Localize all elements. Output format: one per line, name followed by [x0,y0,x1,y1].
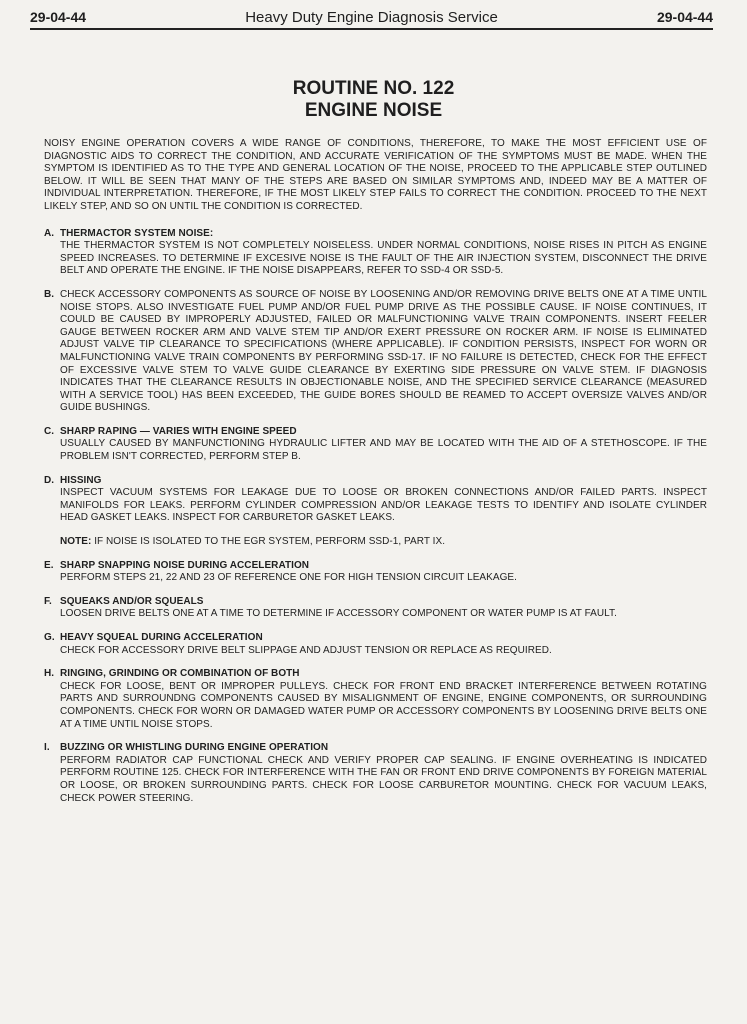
section-letter: H. [44,668,55,680]
header-title: Heavy Duty Engine Diagnosis Service [245,8,498,26]
header-rule [30,28,713,30]
section-e [44,560,707,585]
section-g [44,632,707,657]
section-letter: G. [44,632,55,643]
section-body: INSPECT VACUUM SYSTEMS FOR LEAKAGE DUE TO LOOSE OR BROKEN CONNECTIONS AND/OR FAILED PARTS. INSPECT MANIFOLDS FOR LEAKS. PERFORM CYLINDER COMPRESSION AND/OR LEAKAGE TESTS TO IDENTIFY AND ISOLATE CYLINDER HEAD GASKET LEAKS. INSPECT FOR CARBURETOR GASKET LEAKS. [60,487,707,524]
section-body: CHECK FOR LOOSE, BENT OR IMPROPER PULLEYS. CHECK FOR FRONT END BRACKET INTERFERENCE BETWEEN ROTATING PARTS AND SURROUNDNG COMPONENTS CAUSED BY MISALIGNMENT OF ENGINE, ENGINE COMPONENTS, OR SURROUNDING COMPONENTS. CHECK FOR WORN OR DAMAGED WATER PUMP OR ACCESSORY COMPONENTS BY LOOSENING DRIVE BELTS ONE AT A TIME UNTIL NOISE STOPS. [60,680,707,730]
section-heading: SQUEAKS AND/OR SQUEALS [60,595,204,607]
page-number-right: 29-04-44 [656,9,713,25]
section-a [44,228,707,278]
section-body: CHECK FOR ACCESSORY DRIVE BELT SLIPPAGE AND ADJUST TENSION OR REPLACE AS REQUIRED. [60,644,552,656]
section-body: USUALLY CAUSED BY MANFUNCTIONING HYDRAULIC LIFTER AND MAY BE LOCATED WITH THE AID OF A STETHOSCOPE. IF THE PROBLEM ISN'T CORRECTED, PERFORM STEP B. [60,438,707,463]
section-letter: D. [44,474,55,486]
routine-title [0,78,747,122]
routine-subject: ENGINE NOISE [304,100,443,121]
section-h [44,668,707,731]
document-body [44,138,707,816]
page-header [30,6,713,28]
section-body: CHECK ACCESSORY COMPONENTS AS SOURCE OF NOISE BY LOOSENING AND/OR REMOVING DRIVE BELTS ONE AT A TIME UNTIL NOISE STOPS. ALSO INVESTIGATE FUEL PUMP AND/OR FUEL PUMP DRIVE AS THE POSSIBLE CAUSE. IF NOISE CONTINUES, IT COULD BE CAUSED BY IMPROPERLY ADJUSTED, FAILED OR MALFUNCTIONING VALVE TRAIN COMPONENTS. INSERT FEELER GAUGE BETWEEN ROCKER ARM AND VALVE STEM TIP AND/OR EXERT PRESSURE ON ROCKER ARM. IF NOISE IS ELIMINATED ADJUST VALVE TIP CLEARANCE TO SPECIFICATIONS (WHERE APPLICABLE). IF CONDITION PERSISTS, INSPECT FOR WORN OR MALFUNCTIONING VALVE TRAIN COMPONENTS BY PERFORMING SSD-17. IF NO FAILURE IS DETECTED, CHECK FOR THE EFFECT OF EXCESSIVE VALVE STEM TO VALVE GUIDE CLEARANCE BY EXERTING SIDE PRESSURE ON VALVE STEM. IF DIAGNOSIS INDICATES THAT THE CLEARANCE RESULTS IN OBJECTIONABLE NOISE, AND THE SPECIFIED SERVICE CLEARANCE (MEASURED WITH A SERVICE TOOL) HAS BEEN EXCEEDED, THE GUIDE BORES SHOULD BE REAMED TO ACCEPT OVERSIZE VALVES AND/OR GUIDE BUSHINGS. [60,288,707,414]
section-heading: SHARP RAPING — VARIES WITH ENGINE SPEED [60,425,297,437]
section-heading: BUZZING OR WHISTLING DURING ENGINE OPERATION [60,742,329,754]
section-body: THE THERMACTOR SYSTEM IS NOT COMPLETELY NOISELESS. UNDER NORMAL CONDITIONS, NOISE RISES IN PITCH AS ENGINE SPEED INCREASES. TO DETERMINE IF EXCESIVE NOISE IS THE FAULT OF THE AIR INJECTION SYSTEM, DISCONNECT THE DRIVE BELT AND OPERATE THE ENGINE. IF THE NOISE DISAPPEARS, REFER TO SSD-4 OR SSD-5. [60,240,707,277]
section-body: PERFORM STEPS 21, 22 AND 23 OF REFERENCE ONE FOR HIGH TENSION CIRCUIT LEAKAGE. [60,572,517,584]
section-heading: SHARP SNAPPING NOISE DURING ACCELERATION [60,559,310,571]
routine-number: ROUTINE NO. 122 [292,78,455,99]
section-heading: HISSING [60,474,102,486]
section-d [44,475,707,525]
section-letter: B. [44,288,55,300]
section-c [44,426,707,464]
section-i [44,742,707,805]
note-text: IF NOISE IS ISOLATED TO THE EGR SYSTEM, PERFORM SSD-1, PART IX. [94,536,446,548]
section-letter: F. [44,595,52,607]
intro-paragraph: NOISY ENGINE OPERATION COVERS A WIDE RANGE OF CONDITIONS, THEREFORE, TO MAKE THE MOST EFFICIENT USE OF DIAGNOSTIC AIDS TO CORRECT THE CONDITION, AND ACCURATE VERIFICATION OF THE SYMPTOMS MUST BE MADE. WHEN THE SYMPTOM IS IDENTIFIED AS TO THE TYPE AND GENERAL LOCATION OF THE NOISE, PROCEED TO THE APPLICABLE STEP OUTLINED BELOW. IT WILL BE SEEN THAT MANY OF THE STEPS ARE BASED ON SIMILAR SYMPTOMS AND, INDEED MAY BE A MATTER OF INDIVIDUAL INTERPRETATION. THEREFORE, IF THE MOST LIKELY STEP FAILS TO CORRECT THE CONDITION. PROCEED TO THE NEXT LIKELY STEP, AND SO ON UNTIL THE CONDITION IS CORRECTED. [44,138,707,212]
section-letter: C. [44,425,55,437]
note-label: NOTE: [60,536,92,548]
section-body: PERFORM RADIATOR CAP FUNCTIONAL CHECK AND VERIFY PROPER CAP SEALING. IF ENGINE OVERHEATING IS INDICATED PERFORM ROUTINE 125. CHECK FOR INTERFERENCE WITH THE FAN OR FRONT END DRIVE COMPONENTS BY FOREIGN MATERIAL OR LOOSE, OR BROKEN SURROUNDING PARTS. CHECK FOR LOOSE CARBURETOR MOUNTING. CHECK FOR VACUUM LEAKS, CHECK POWER STEERING. [60,754,707,804]
section-letter: A. [44,227,55,239]
section-letter: E. [44,559,54,571]
section-heading: THERMACTOR SYSTEM NOISE: [60,227,214,239]
section-heading: HEAVY SQUEAL DURING ACCELERATION [60,632,263,643]
section-heading: RINGING, GRINDING OR COMBINATION OF BOTH [60,668,300,680]
section-letter: I. [44,742,50,754]
section-body: LOOSEN DRIVE BELTS ONE AT A TIME TO DETERMINE IF ACCESSORY COMPONENT OR WATER PUMP IS AT FAULT. [60,608,617,620]
section-f [44,596,707,621]
page-number-left: 29-04-44 [30,9,87,25]
section-b [44,289,707,415]
note [60,536,707,549]
